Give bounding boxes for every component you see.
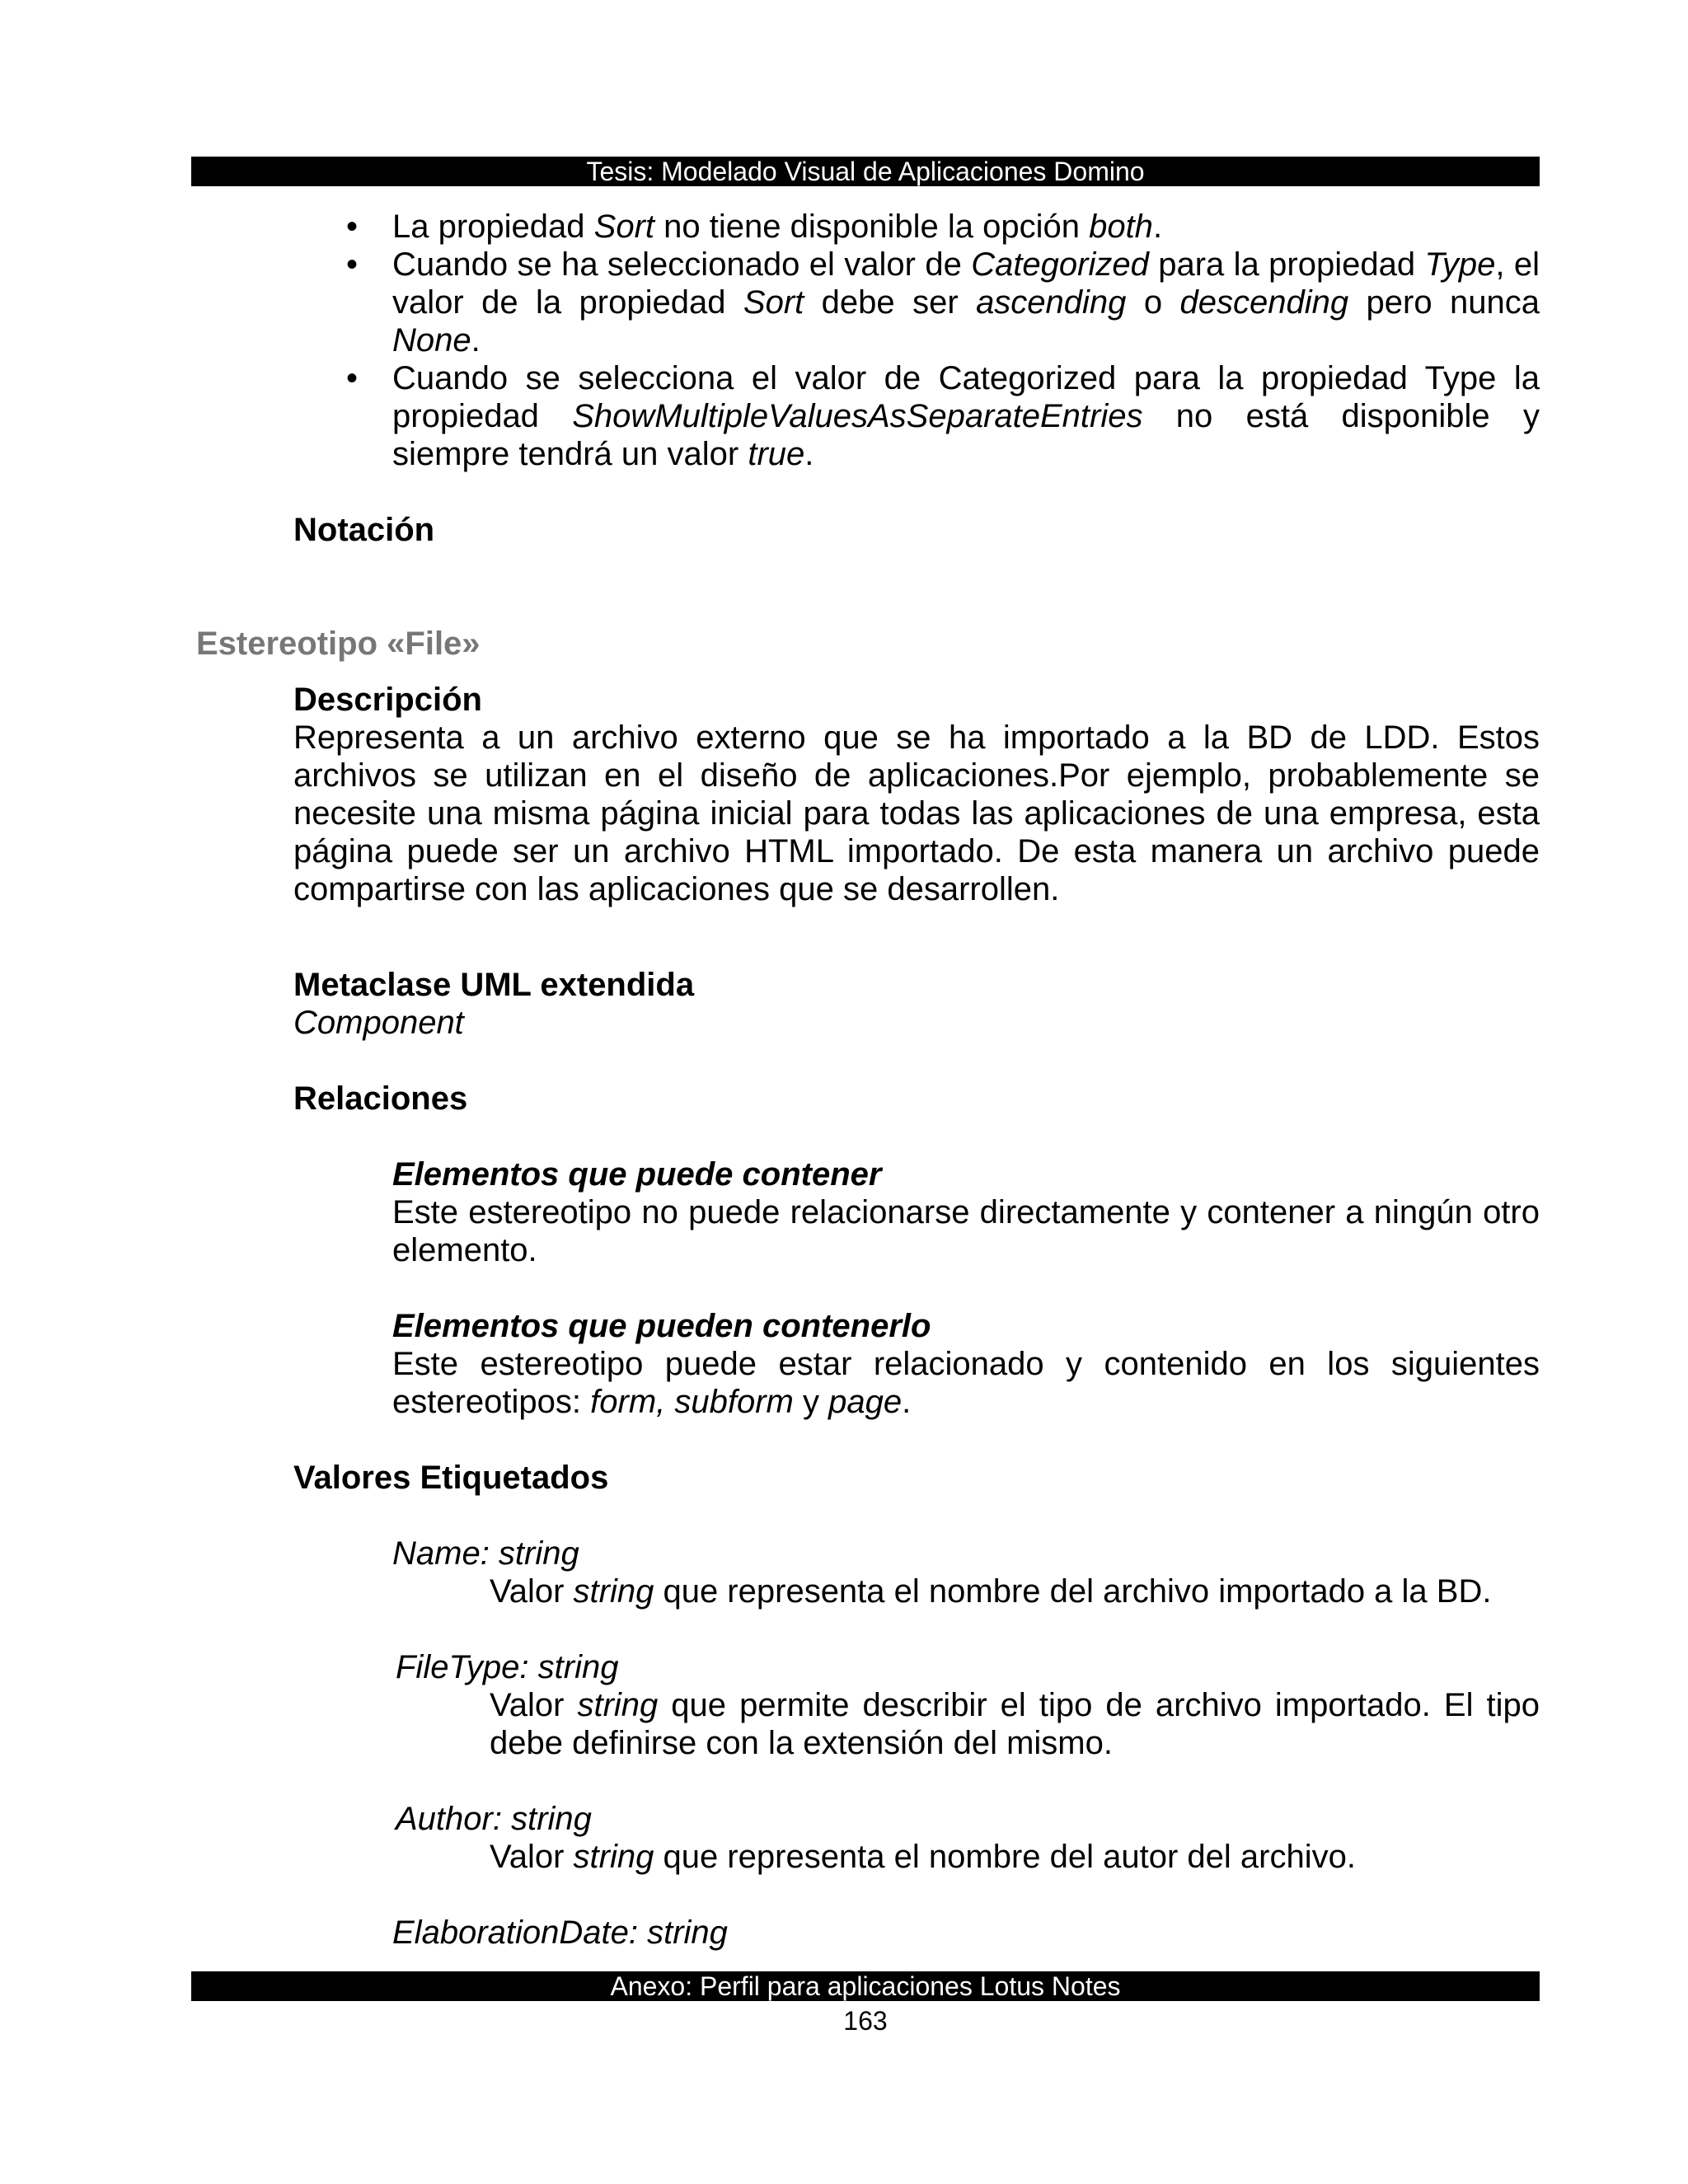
- tag-name: Name: string: [392, 1535, 579, 1572]
- tag-description: Valor string que representa el nombre del archivo importado a la BD.: [490, 1573, 1492, 1610]
- tag-name: ElaborationDate: string: [392, 1915, 728, 1951]
- list-item: • Cuando se ha seleccionado el valor de Categorized para la propiedad Type, el valor de la propiedad Sort debe ser ascending o descending pero nunca None.: [392, 246, 1540, 359]
- stereotype-title: Estereotipo «File»: [196, 626, 481, 662]
- contenerlo-text: Este estereotipo puede estar relacionado y contenido en los siguientes estereotipos: form, subform y page.: [392, 1346, 1540, 1420]
- bullet-list: [191, 208, 1540, 473]
- page-content: [191, 208, 1540, 1952]
- tag-description: Valor string que representa el nombre del autor del archivo.: [490, 1839, 1356, 1875]
- tag-name: Author: string: [396, 1801, 592, 1837]
- page-number: 163: [843, 2006, 888, 2036]
- valores-heading: Valores Etiquetados: [293, 1460, 609, 1496]
- contenerlo-heading: Elementos que pueden contenerlo: [392, 1308, 931, 1344]
- running-header: Tesis: Modelado Visual de Aplicaciones Domino: [191, 157, 1540, 186]
- relaciones-heading: Relaciones: [293, 1080, 468, 1117]
- contener-heading: Elementos que puede contener: [392, 1156, 882, 1193]
- descripcion-text: Representa a un archivo externo que se ha importado a la BD de LDD. Estos archivos se utilizan en el diseño de aplicaciones.Por ejemplo, probablemente se necesite una misma página inicial para todas las aplicaciones de una empresa, esta página puede ser un archivo HTML importado. De esta manera un archivo puede compartirse con las aplicaciones que se desarrollen.: [293, 719, 1540, 907]
- running-footer: Anexo: Perfil para aplicaciones Lotus Notes: [191, 1971, 1540, 2001]
- list-item: • Cuando se selecciona el valor de Categorized para la propiedad Type la propiedad ShowMultipleValuesAsSeparateEntries no está disponible y siempre tendrá un valor true.: [392, 359, 1540, 473]
- metaclase-heading: Metaclase UML extendida: [293, 967, 695, 1003]
- descripcion-heading: Descripción: [293, 682, 482, 718]
- metaclase-value: Component: [293, 1005, 464, 1041]
- notacion-heading: Notación: [293, 512, 435, 548]
- contener-text: Este estereotipo no puede relacionarse directamente y contener a ningún otro elemento.: [392, 1194, 1540, 1268]
- tag-name: FileType: string: [396, 1649, 619, 1685]
- tag-description: Valor string que permite describir el tipo de archivo importado. El tipo debe definirse con la extensión del mismo.: [490, 1687, 1540, 1761]
- list-item: • La propiedad Sort no tiene disponible la opción both.: [392, 208, 1540, 246]
